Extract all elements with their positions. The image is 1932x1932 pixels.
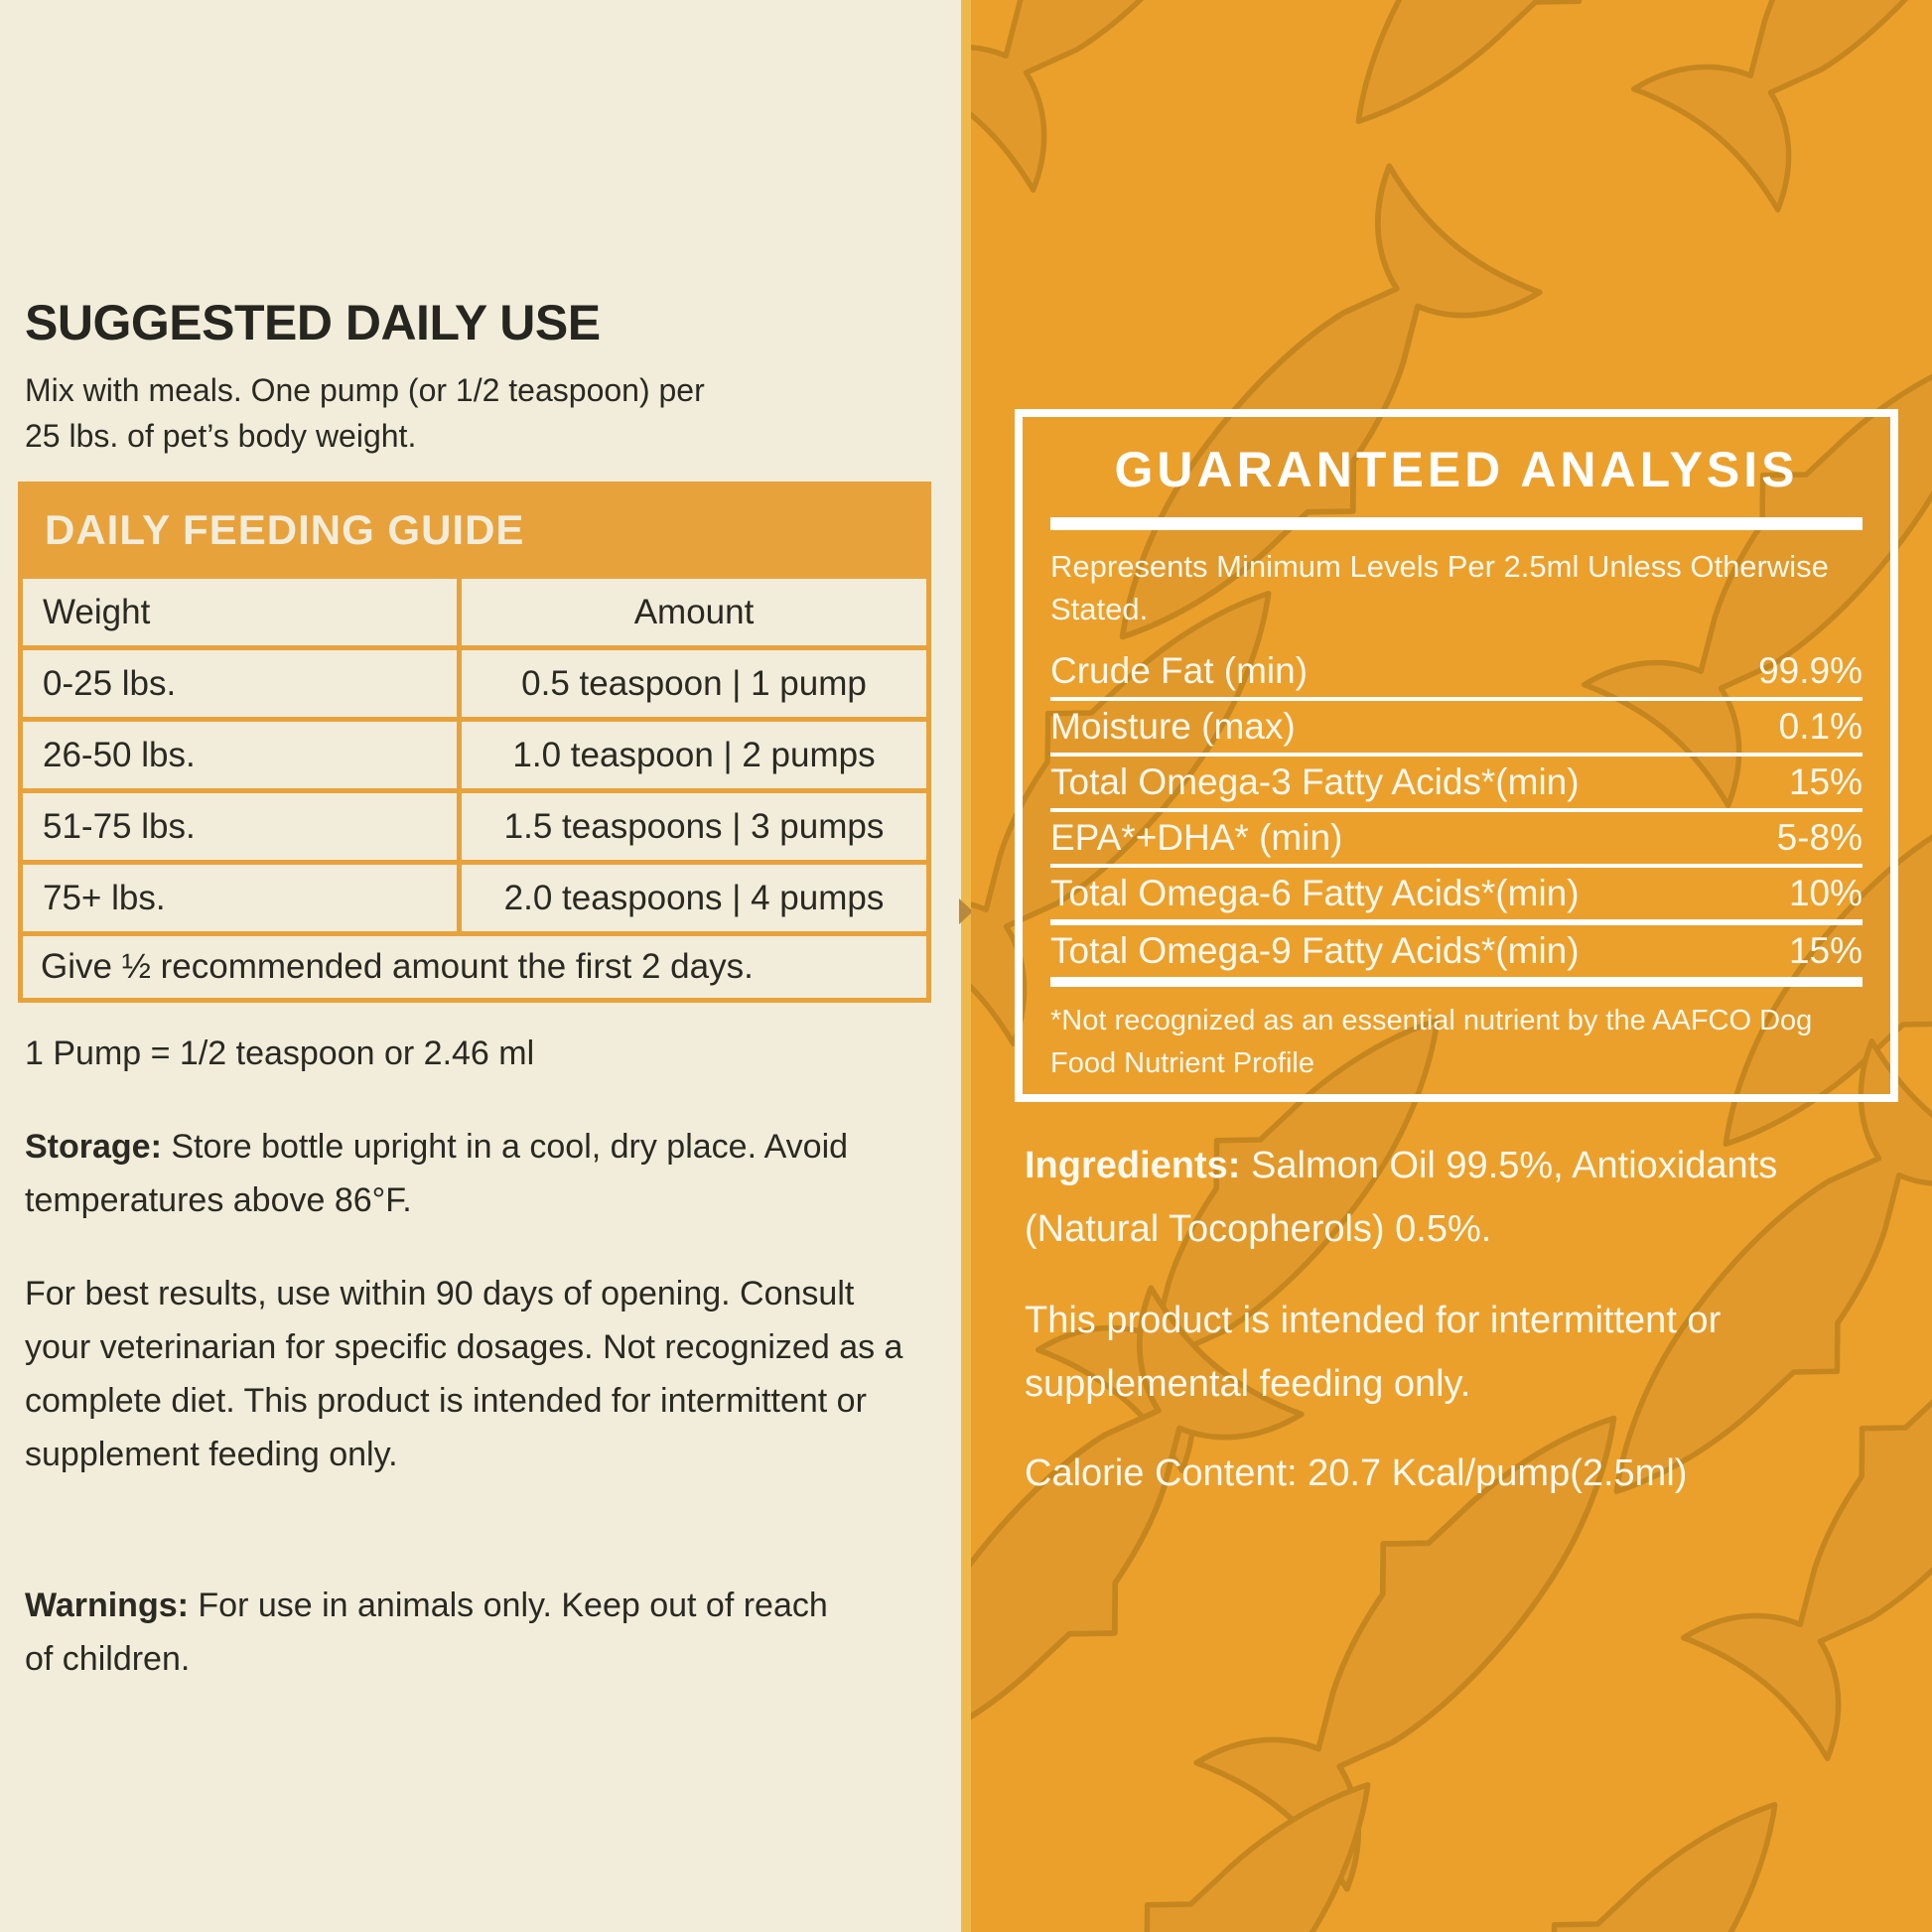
weight-cell: 51-75 lbs.	[23, 793, 462, 860]
analysis-row	[1050, 645, 1863, 701]
analysis-value: 10%	[1788, 873, 1863, 913]
feeding-guide-footer-row: Give ½ recommended amount the first 2 days.	[23, 931, 926, 998]
analysis-value: 15%	[1788, 930, 1863, 971]
analysis-subtitle: Represents Minimum Levels Per 2.5ml Unless Otherwise Stated.	[1050, 549, 1829, 626]
intermittent-feeding-note: This product is intended for intermittent or supplemental feeding only.	[1025, 1300, 1722, 1405]
feeding-guide-title: DAILY FEEDING GUIDE	[23, 486, 926, 574]
feeding-guide-header-row	[23, 574, 926, 645]
table-row	[23, 788, 926, 860]
guaranteed-analysis-panel	[971, 0, 1932, 1932]
table-row	[23, 717, 926, 788]
analysis-value: 15%	[1788, 761, 1863, 802]
analysis-value: 5-8%	[1776, 817, 1863, 858]
analysis-row	[1050, 868, 1863, 925]
analysis-label: Total Omega-3 Fatty Acids*(min)	[1050, 761, 1580, 802]
calorie-content-note: Calorie Content: 20.7 Kcal/pump(2.5ml)	[1025, 1452, 1688, 1494]
column-header-weight: Weight	[23, 579, 462, 645]
ingredients-label: Ingredients:	[1025, 1145, 1241, 1186]
storage-text: Store bottle upright in a cool, dry place. Avoid temperatures above 86°F.	[25, 1128, 849, 1219]
analysis-label: Crude Fat (min)	[1050, 650, 1309, 691]
suggested-use-intro: Mix with meals. One pump (or 1/2 teaspoon) per 25 lbs. of pet’s body weight.	[25, 372, 705, 454]
analysis-row	[1050, 925, 1863, 987]
analysis-row	[1050, 812, 1863, 868]
ingredients-text: Salmon Oil 99.5%, Antioxidants (Natural Tocopherols) 0.5%.	[1025, 1145, 1778, 1250]
analysis-row	[1050, 701, 1863, 757]
analysis-rows	[1050, 645, 1863, 987]
warnings-label: Warnings:	[25, 1587, 189, 1624]
amount-cell: 1.5 teaspoons | 3 pumps	[503, 806, 885, 846]
suggested-daily-use-title: SUGGESTED DAILY USE	[25, 295, 601, 350]
panel-divider	[961, 0, 971, 1932]
weight-cell: 26-50 lbs.	[23, 722, 462, 788]
daily-feeding-guide-table	[18, 482, 931, 1003]
column-header-amount: Amount	[633, 592, 755, 631]
analysis-value: 0.1%	[1778, 706, 1863, 747]
pump-equivalence-note: 1 Pump = 1/2 teaspoon or 2.46 ml	[25, 1035, 535, 1072]
table-row	[23, 860, 926, 931]
suggested-use-panel	[0, 0, 961, 1932]
analysis-label: EPA*+DHA* (min)	[1050, 817, 1343, 858]
amount-cell: 2.0 teaspoons | 4 pumps	[503, 878, 885, 917]
ingredients-note	[1025, 1134, 1898, 1261]
warnings-note	[25, 1579, 829, 1686]
analysis-value: 99.9%	[1758, 650, 1863, 691]
guaranteed-analysis-box	[1015, 409, 1898, 1102]
weight-cell: 0-25 lbs.	[23, 650, 462, 717]
analysis-row	[1050, 757, 1863, 812]
analysis-footnote: *Not recognized as an essential nutrient by the AAFCO Dog Food Nutrient Profile	[1050, 1005, 1813, 1079]
storage-label: Storage:	[25, 1128, 162, 1166]
amount-cell: 1.0 teaspoon | 2 pumps	[512, 735, 876, 774]
amount-cell: 0.5 teaspoon | 1 pump	[521, 663, 867, 703]
title-underline	[1050, 517, 1863, 530]
guaranteed-analysis-title: GUARANTEED ANALYSIS	[1114, 442, 1799, 497]
weight-cell: 75+ lbs.	[23, 865, 462, 931]
analysis-label: Moisture (max)	[1050, 706, 1296, 747]
best-results-note: For best results, use within 90 days of opening. Consult your veterinarian for specific dosages. Not recognized as a complete diet. This product is intended for intermittent or supplement feeding only.	[25, 1275, 903, 1473]
analysis-label: Total Omega-6 Fatty Acids*(min)	[1050, 873, 1580, 913]
warnings-text: For use in animals only. Keep out of reach of children.	[25, 1587, 828, 1678]
storage-note	[25, 1120, 918, 1227]
table-row	[23, 645, 926, 717]
analysis-label: Total Omega-9 Fatty Acids*(min)	[1050, 930, 1580, 971]
